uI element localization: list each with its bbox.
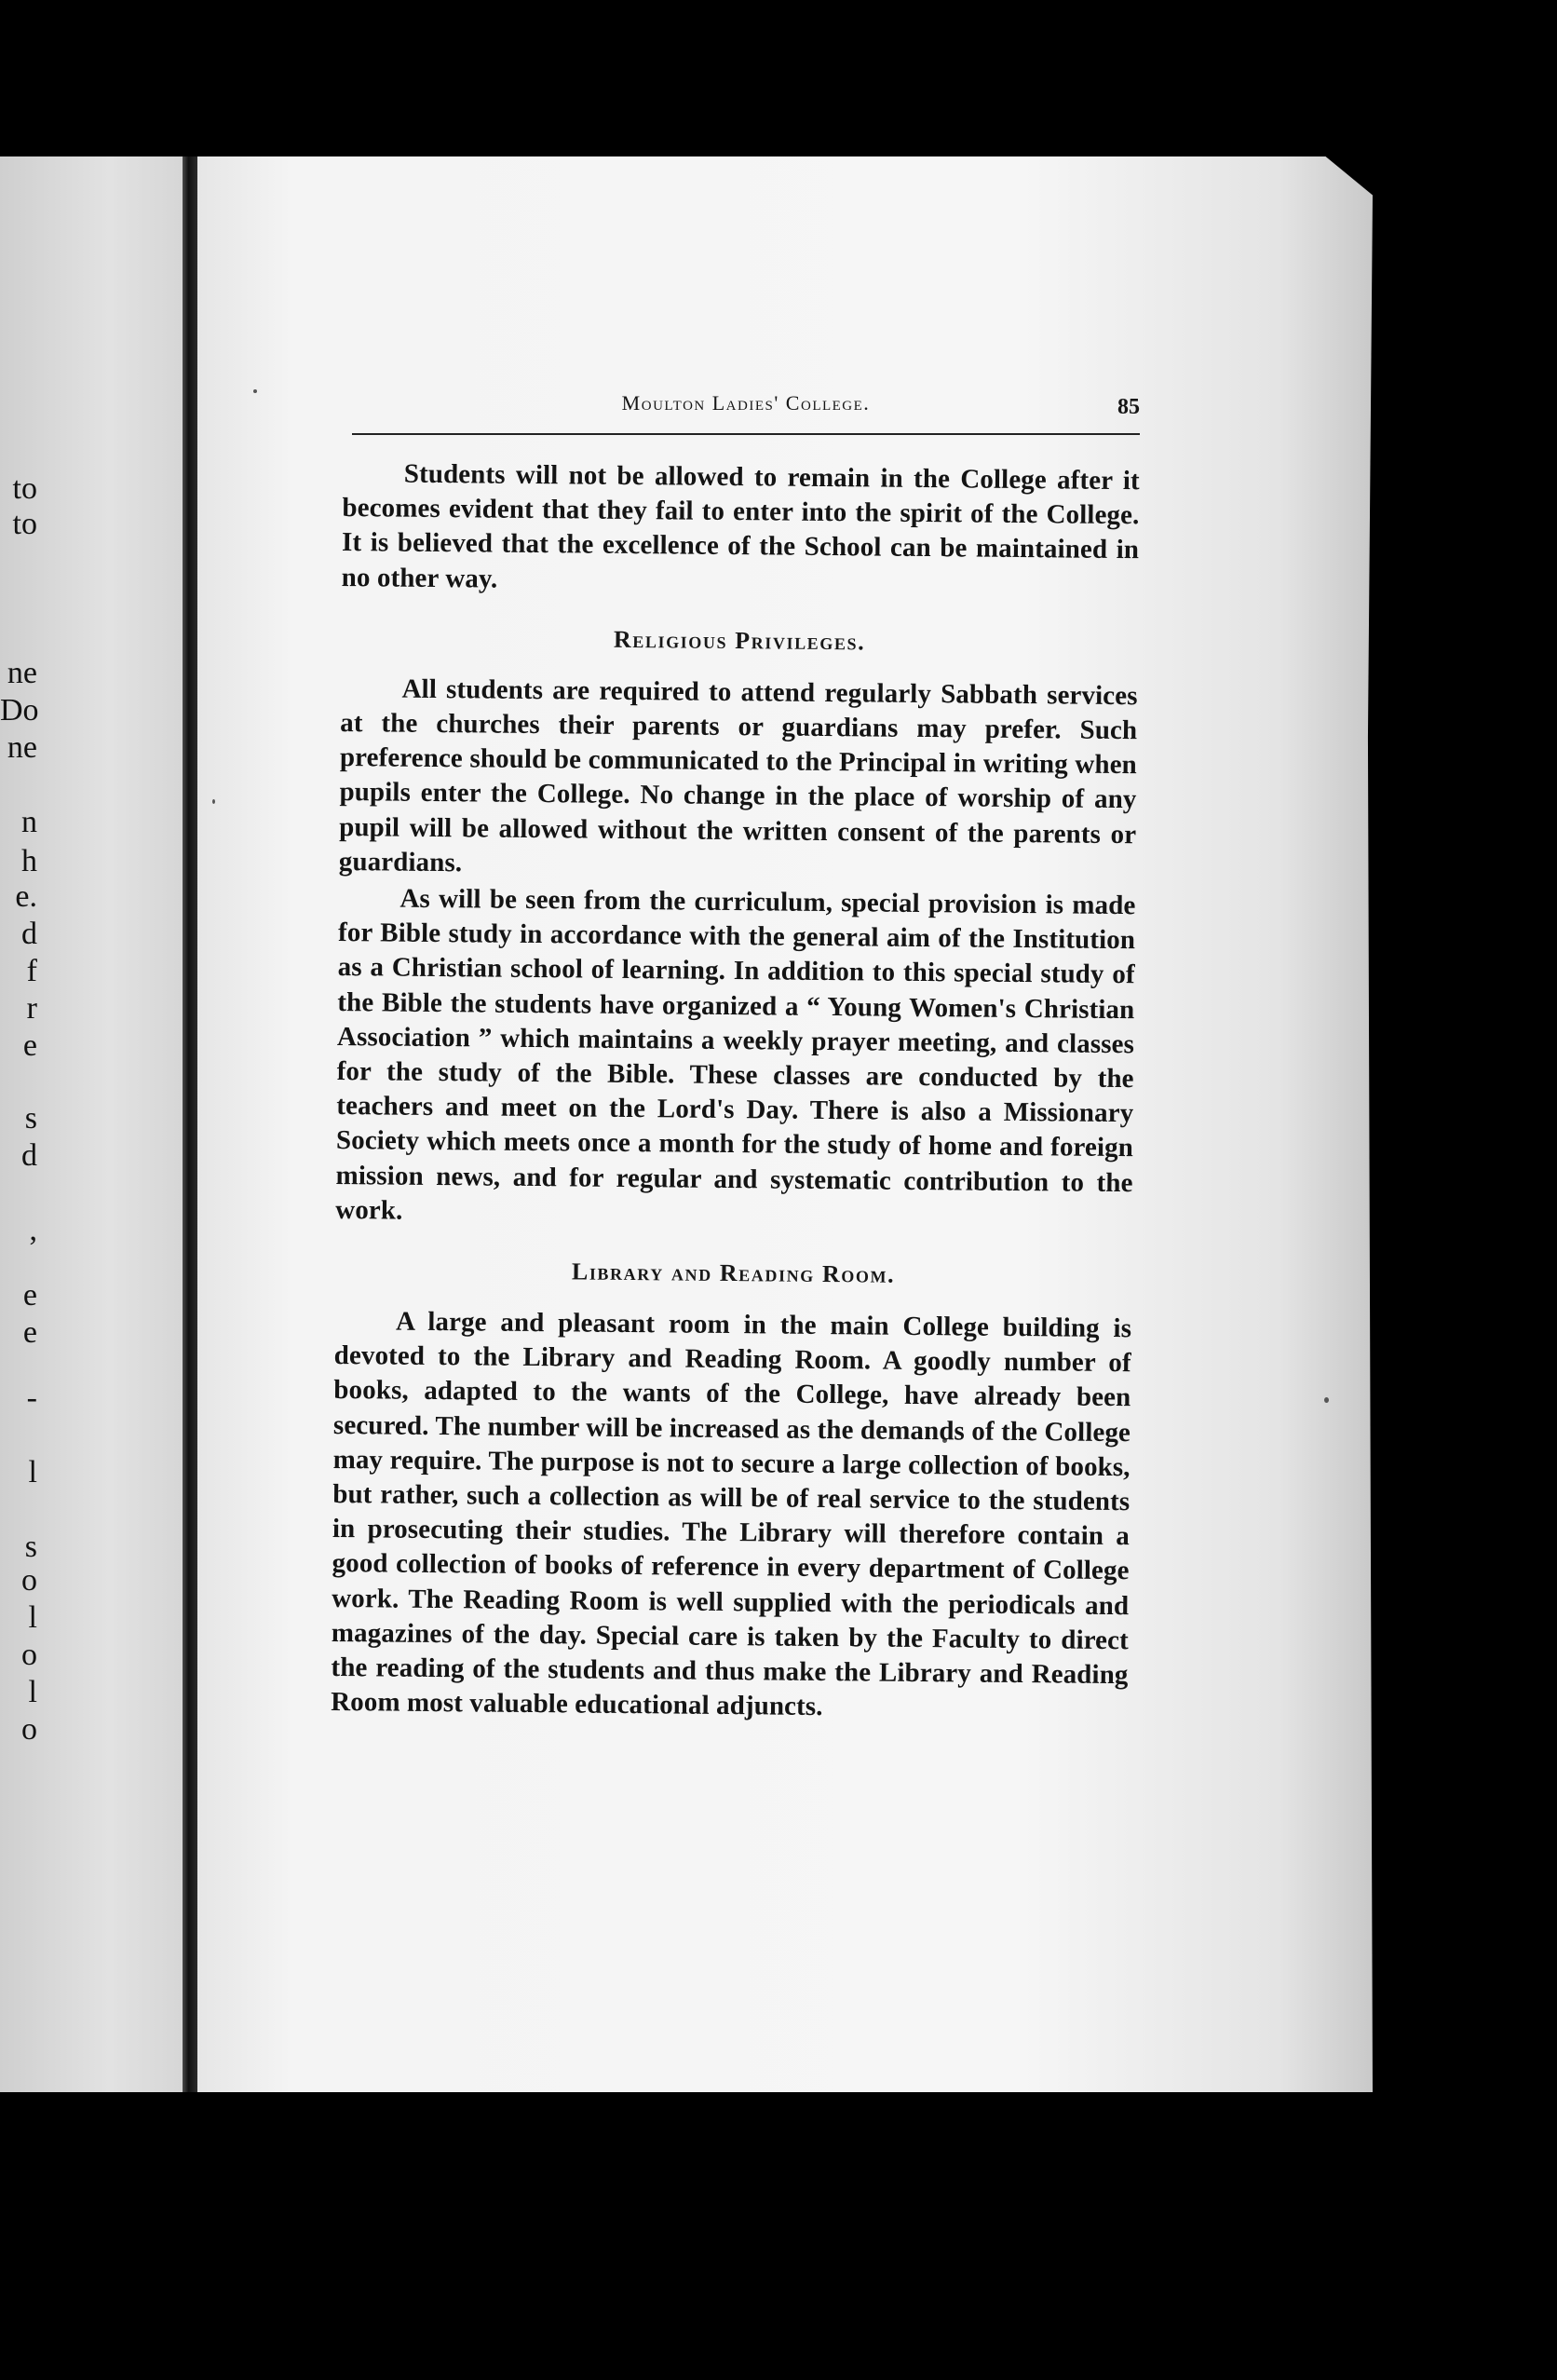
margin-fragment: l <box>28 1675 37 1709</box>
paragraph: A large and pleasant room in the main College building is devoted to the Library and Reading Room. A goodly number of books, adapted to the wants of the College, have already been secured. The number will be increased as the demands of the College may require. The purpose is not to secure a large collection of books, but rather, such a collection as will be of real service to the students in prosecuting their studies. The Library will therefore contain a good collection of books of reference in every department of College work. The Reading Room is well supplied with the periodicals and magazines of the day. Special care is taken by the Faculty to direct the reading of the students and thus make the Library and Reading Room most valuable educational adjuncts. <box>331 1306 1132 1722</box>
margin-fragment: to <box>12 471 37 506</box>
paragraph: All students are required to attend regularly Sabbath services at the churches their parents or guardians may prefer. Such preference should be communicated to the Principal in writing when pupils enter the College. No change in the place of worship of any pupil will be allowed without the written consent of the parents or guardians. <box>338 673 1138 878</box>
margin-fragment: Do <box>0 693 39 728</box>
margin-fragment: o <box>21 1712 37 1747</box>
body-text <box>331 456 1140 1728</box>
margin-fragment: ne <box>7 730 37 765</box>
paper-speck <box>253 389 257 393</box>
margin-fragment: e <box>22 1315 37 1350</box>
page-number: 85 <box>1117 395 1140 419</box>
running-title: Moulton Ladies' College. <box>621 391 871 415</box>
margin-fragment: , <box>29 1213 37 1247</box>
margin-fragment: r <box>26 991 37 1026</box>
margin-fragment: e. <box>15 879 37 914</box>
margin-fragment: - <box>26 1380 37 1415</box>
header-rule <box>352 433 1140 435</box>
paragraph: As will be seen from the curriculum, special provision is made for Bible study in accordance with the general aim of the Institution as a Christian school of learning. In addition to this special study of the Bible the students have organized a “ Young Women's Christian Association ” which maintains a weekly prayer meeting, and classes for the study of the Bible. These classes are conducted by the teachers and meet on the Lord's Day. There is also a Missionary Society which meets once a month for the study of home and foreign mission news, and for regular and systematic contribution to the work. <box>335 883 1136 1226</box>
paper-speck <box>212 799 215 804</box>
margin-fragment: e <box>22 1028 37 1063</box>
page-header <box>352 384 1140 430</box>
margin-fragment: l <box>28 1455 37 1489</box>
margin-fragment: h <box>21 844 37 878</box>
paper-speck <box>1324 1397 1329 1403</box>
margin-fragment: s <box>24 1530 37 1564</box>
paragraph: Students will not be allowed to remain in the College after it becomes evident that they fail to enter into the spirit of the College. It is believed that the excellence of the School can be maintained in no other way. <box>341 458 1140 594</box>
margin-fragment: ne <box>7 656 37 690</box>
left-page-edge <box>0 156 183 2092</box>
margin-fragment: o <box>21 1563 37 1598</box>
book-gutter <box>183 156 197 2092</box>
margin-fragment: to <box>12 507 37 541</box>
margin-fragment: e <box>22 1278 37 1312</box>
margin-fragment: l <box>28 1600 37 1635</box>
margin-fragment: f <box>26 954 37 988</box>
margin-fragment: d <box>21 1138 37 1173</box>
paper-speck <box>942 2373 949 2380</box>
margin-fragment: d <box>21 917 37 951</box>
section-heading-library-reading-room: Library and Reading Room. <box>571 1258 896 1288</box>
margin-fragment: o <box>21 1638 37 1672</box>
section-heading-religious-privileges: Religious Privileges. <box>613 625 866 656</box>
margin-fragment: s <box>24 1101 37 1136</box>
margin-fragment: n <box>21 805 37 839</box>
